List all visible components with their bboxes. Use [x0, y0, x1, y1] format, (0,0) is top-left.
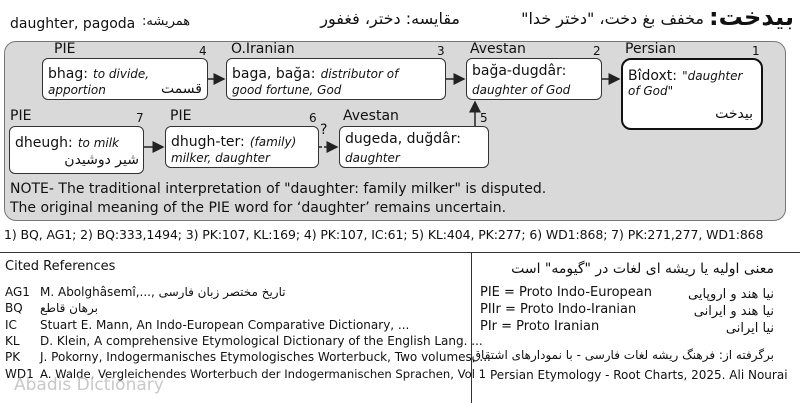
node-4-num: 4 [199, 44, 207, 58]
node-7-fa: شیر دوشیدن [64, 152, 139, 168]
node-1-lang: Persian [625, 41, 676, 57]
cognates-label: همریشه: [142, 14, 191, 29]
node-6-num: 6 [309, 111, 317, 125]
ref-code-wd1: WD1 [5, 367, 34, 381]
ref-code-bq: BQ [5, 301, 23, 315]
ref-code-pk: PK [5, 350, 21, 364]
watermark: Abadis Dictionary [14, 375, 164, 395]
node-1-num: 1 [752, 44, 760, 58]
ref-code-kl: KL [5, 334, 20, 348]
node-7-lang: PIE [10, 108, 32, 124]
node-5-word: dugeda, duğdâr: [345, 131, 461, 147]
node-6-lang: PIE [170, 108, 192, 124]
uncertain-question-mark: ? [320, 122, 328, 138]
node-1-word: Bîdoxt: [628, 68, 678, 84]
node-7-num: 7 [136, 111, 144, 125]
node-1-gloss-a: "daughter [682, 69, 743, 83]
page-title: بیدخت: [709, 3, 794, 31]
ref-code-ic: IC [5, 318, 17, 332]
node-4-lang: PIE [54, 41, 76, 57]
legend-abbr-pir: PIr = Proto Iranian [480, 319, 600, 334]
legend-fa-pir: نیا ایرانی [725, 321, 774, 336]
node-3-gloss-b: good fortune, God [232, 83, 342, 97]
source-credit-fa: برگرفته از: فرهنگ ریشه لغات فارسی - با نمودارهای اشتقاق [471, 348, 774, 362]
ref-text-bq: برهان قاطع [40, 301, 98, 315]
ref-code-ag1: AG1 [5, 285, 30, 299]
node-1-fa: بیدخت [715, 106, 753, 122]
references-divider [0, 252, 800, 253]
source-credit-en: Persian Etymology - Root Charts, 2025. Ali Nourai [490, 368, 788, 382]
node-2-lang: Avestan [470, 41, 526, 57]
sources-line: 1) BQ, AG1; 2) BQ:333,1494; 3) PK:107, KL:169; 4) PK:107, IC:61; 5) KL:404, PK:277; 6) WD1:868; 7) PK:271,277, WD1:868 [4, 227, 764, 242]
node-5-gloss: daughter [345, 151, 400, 165]
node-7-gloss: to milk [77, 136, 119, 150]
node-5-lang: Avestan [343, 108, 399, 124]
node-2-num: 2 [593, 44, 601, 58]
note-line-2: The original meaning of the PIE word for ‘daughter’ remains uncertain. [10, 200, 507, 216]
node-4-word: bhag: [48, 66, 88, 82]
legend-abbr-piir: PIIr = Proto Indo-Iranian [480, 302, 637, 317]
cognates-list: daughter, pagoda [10, 16, 136, 32]
legend-fa-pie: نیا هند و اروپایی [688, 287, 774, 302]
legend-abbr-pie: PIE = Proto Indo-European [480, 285, 652, 300]
node-6-gloss-a: (family) [249, 135, 297, 149]
node-6-gloss-b: milker, daughter [171, 151, 270, 165]
ref-text-pk: J. Pokorny, Indogermanisches Etymologisches Worterbuck, Two volumes, ... [40, 350, 491, 364]
node-2-word: bağa-dugdâr: [472, 63, 567, 79]
page-subtitle: مخفف بغ دخت، "دختر خدا" [521, 9, 704, 28]
ref-text-ag1: M. Abolghâsemî,..., تاریخ مختصر زبان فارسی [40, 285, 286, 299]
ref-text-ic: Stuart E. Mann, An Indo-European Comparative Dictionary, ... [40, 318, 410, 332]
node-6-word: dhugh-ter: [171, 134, 245, 150]
node-4-fa: قسمت [160, 81, 202, 97]
ref-text-wd1: A. Walde, Vergleichendes Worterbuch der Indogermanischen Sprachen, Vol 1 [40, 367, 486, 381]
node-7-word: dheugh: [15, 135, 73, 151]
legend-fa-piir: نیا هند و ایرانی [693, 304, 774, 319]
node-4-gloss-a: to divide, [93, 67, 150, 81]
node-3-word: baga, bağa: [232, 66, 316, 82]
ref-text-kl: D. Klein, A comprehensive Etymological Dictionary of the English Lang. ... [40, 334, 483, 348]
node-4-gloss-b: apportion [48, 83, 106, 97]
legend-title: معنی اولیه یا ریشه ای لغات در "گیومه" است [511, 261, 774, 277]
cited-heading: Cited References [5, 259, 116, 274]
compare-text: مقایسه: دختر، فغفور [320, 9, 460, 28]
node-2-gloss: daughter of God [472, 83, 571, 97]
node-3-gloss-a: distributor of [320, 67, 399, 81]
node-1-gloss-b: of God" [628, 84, 674, 98]
node-3-lang: O.Iranian [231, 41, 295, 57]
node-3-num: 3 [437, 44, 445, 58]
note-line-1: NOTE- The traditional interpretation of "daughter: family milker" is disputed. [10, 181, 547, 197]
node-5-num: 5 [480, 111, 488, 125]
